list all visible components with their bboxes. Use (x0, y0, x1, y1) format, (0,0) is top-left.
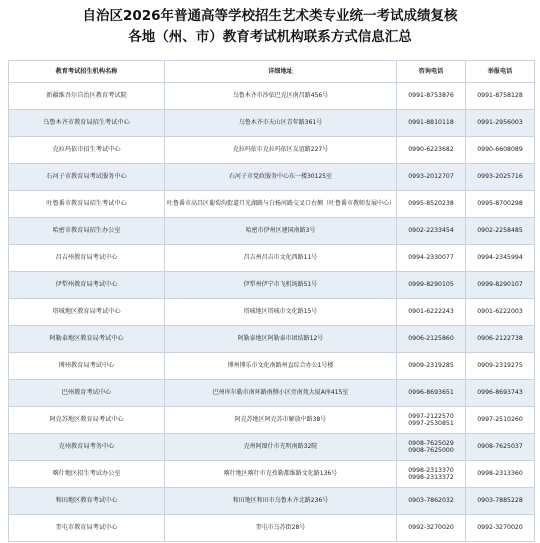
address-cell: 石河子市党政服务中心东一楼30125室 (165, 164, 397, 191)
title-line-2: 各地（州、市）教育考试机构联系方式信息汇总 (128, 29, 412, 45)
consult-phone-number: 0990-6223682 (408, 146, 454, 154)
header-report-phone: 举报电话 (466, 61, 535, 83)
header-institution: 教育考试招生机构名称 (9, 61, 165, 83)
consult-phone-number: 0992-3270020 (408, 524, 454, 532)
address-cell: 克州阿图什市光明南路32院 (165, 434, 397, 461)
report-phone-cell: 0992-3270020 (466, 515, 535, 542)
consult-phone-number: 0995-8520238 (408, 200, 454, 208)
table-row (9, 110, 535, 137)
report-phone-cell: 0997-2510260 (466, 407, 535, 434)
institution-name-cell: 和田地区教育考试中心 (9, 488, 165, 515)
institution-name-cell: 奎屯市教育局考试中心 (9, 515, 165, 542)
institution-name-cell: 吐鲁番市教育局招生考试中心 (9, 191, 165, 218)
header-consult-phone: 咨询电话 (397, 61, 466, 83)
consult-phone-cell (397, 218, 466, 245)
table-row (9, 380, 535, 407)
institution-name-cell: 克拉玛依市招生考试中心 (9, 137, 165, 164)
title-line-1: 自治区2026年普通高等学校招生艺术类专业统一考试成绩复核 (82, 8, 458, 24)
institution-name-cell: 乌鲁木齐市教育局招生考试中心 (9, 110, 165, 137)
consult-phone-number: 0991-8810118 (408, 119, 454, 127)
address-cell: 伊犁州伊宁市飞机场路51号 (165, 272, 397, 299)
report-phone-cell: 0996-8693743 (466, 380, 535, 407)
consult-phone-number: 0999-8290105 (408, 281, 454, 289)
address-cell: 乌鲁木齐市沙依巴克区南昌路456号 (165, 83, 397, 110)
address-cell: 昌吉州昌吉市文化西路11号 (165, 245, 397, 272)
consult-phone-cell (397, 245, 466, 272)
table-row (9, 407, 535, 434)
document-title (0, 0, 540, 48)
consult-phone-number: 0993-2012707 (408, 173, 454, 181)
institution-name-cell: 阿勒泰地区教育局考试中心 (9, 326, 165, 353)
institution-name-cell: 喀什地区招生考试办公室 (9, 461, 165, 488)
institution-name-cell: 博州教育局考试中心 (9, 353, 165, 380)
address-cell: 博州博乐市文化南路州直综合办公1号楼 (165, 353, 397, 380)
consult-phone-cell (397, 272, 466, 299)
consult-phone-number: 0901-6222243 (408, 308, 454, 316)
consult-phone-number: 0991-8753876 (408, 92, 454, 100)
consult-phone-number: 0994-2330077 (408, 254, 454, 262)
table-header-row (9, 61, 535, 83)
institution-name-cell: 石河子市教育局考试服务中心 (9, 164, 165, 191)
table-body (9, 83, 535, 542)
consult-phone-cell (397, 299, 466, 326)
report-phone-cell: 0990-6608089 (466, 137, 535, 164)
address-cell: 克拉玛依市克拉玛依区友谊路227号 (165, 137, 397, 164)
consult-phone-number: 0996-8693651 (408, 389, 454, 397)
consult-phone-number: 0903-7862032 (408, 497, 454, 505)
address-cell: 哈密市伊州区建国南路3号 (165, 218, 397, 245)
consult-phone-cell (397, 137, 466, 164)
report-phone-cell: 0903-7885228 (466, 488, 535, 515)
report-phone-cell: 0908-7625037 (466, 434, 535, 461)
consult-phone-cell (397, 515, 466, 542)
table-row (9, 164, 535, 191)
address-cell: 乌鲁木齐市天山区青年路361号 (165, 110, 397, 137)
institution-name-cell: 克州教育局考务中心 (9, 434, 165, 461)
consult-phone-number: 0909-2319285 (408, 362, 454, 370)
table-row (9, 353, 535, 380)
report-phone-cell: 0998-2313360 (466, 461, 535, 488)
table-row (9, 461, 535, 488)
table-row (9, 488, 535, 515)
institution-name-cell: 塔城地区教育局考试中心 (9, 299, 165, 326)
table-row (9, 218, 535, 245)
consult-phone-cell (397, 191, 466, 218)
address-cell: 和田地区和田市乌鲁木齐北路236号 (165, 488, 397, 515)
consult-phone-cell (397, 407, 466, 434)
table-row (9, 191, 535, 218)
table-row (9, 272, 535, 299)
consult-phone-cell (397, 488, 466, 515)
consult-phone-number: 0998-2313370 (408, 466, 454, 474)
address-cell: 阿克苏地区阿克苏市解放中路38号 (165, 407, 397, 434)
header-address: 详细地址 (165, 61, 397, 83)
institution-name-cell: 昌吉州教育局考试中心 (9, 245, 165, 272)
report-phone-cell: 0999-8290107 (466, 272, 535, 299)
report-phone-cell: 0902-2258485 (466, 218, 535, 245)
report-phone-cell: 0991-8758128 (466, 83, 535, 110)
consult-phone-cell (397, 353, 466, 380)
consult-phone-number: 0908-7625000 (408, 447, 454, 454)
address-cell: 塔城地区塔城市文化路15号 (165, 299, 397, 326)
address-cell: 吐鲁番市高昌区葡萄沟街道月光湖路与白杨河路交叉口右侧（吐鲁番市教师发展中心） (165, 191, 397, 218)
institution-name-cell: 阿克苏地区教育局考试中心 (9, 407, 165, 434)
address-cell: 巴州库尔勒市南环路南侧小区旁南苑大厦A座415室 (165, 380, 397, 407)
table-row (9, 326, 535, 353)
consult-phone-cell (397, 461, 466, 488)
consult-phone-cell (397, 110, 466, 137)
table-row (9, 515, 535, 542)
consult-phone-number: 0908-7625029 (408, 439, 454, 447)
table-row (9, 137, 535, 164)
contact-table (8, 60, 535, 542)
table-row (9, 299, 535, 326)
report-phone-cell: 0909-2319275 (466, 353, 535, 380)
institution-name-cell: 哈密市教育局招生办公室 (9, 218, 165, 245)
consult-phone-cell (397, 326, 466, 353)
report-phone-cell: 0991-2956003 (466, 110, 535, 137)
report-phone-cell: 0995-8700298 (466, 191, 535, 218)
report-phone-cell: 0906-2122738 (466, 326, 535, 353)
table-row (9, 434, 535, 461)
consult-phone-cell (397, 434, 466, 461)
report-phone-cell: 0901-6222003 (466, 299, 535, 326)
consult-phone-cell (397, 164, 466, 191)
address-cell: 奎屯市乌苏街28号 (165, 515, 397, 542)
address-cell: 阿勒泰地区阿勒泰市团结路12号 (165, 326, 397, 353)
report-phone-cell: 0994-2345994 (466, 245, 535, 272)
institution-name-cell: 巴州教育考试中心 (9, 380, 165, 407)
institution-name-cell: 新疆维吾尔自治区教育考试院 (9, 83, 165, 110)
consult-phone-cell (397, 380, 466, 407)
report-phone-cell: 0993-2025716 (466, 164, 535, 191)
institution-name-cell: 伊犁州教育局考试中心 (9, 272, 165, 299)
consult-phone-number: 0906-2125860 (408, 335, 454, 343)
consult-phone-cell (397, 83, 466, 110)
address-cell: 喀什地区喀什市克孜勒都维路文化路136号 (165, 461, 397, 488)
consult-phone-number: 0997-2530851 (408, 420, 454, 427)
table-row (9, 83, 535, 110)
consult-phone-number: 0998-2313372 (408, 474, 454, 481)
table-row (9, 245, 535, 272)
consult-phone-number: 0902-2233454 (408, 227, 454, 235)
consult-phone-number: 0997-2122570 (408, 412, 454, 420)
